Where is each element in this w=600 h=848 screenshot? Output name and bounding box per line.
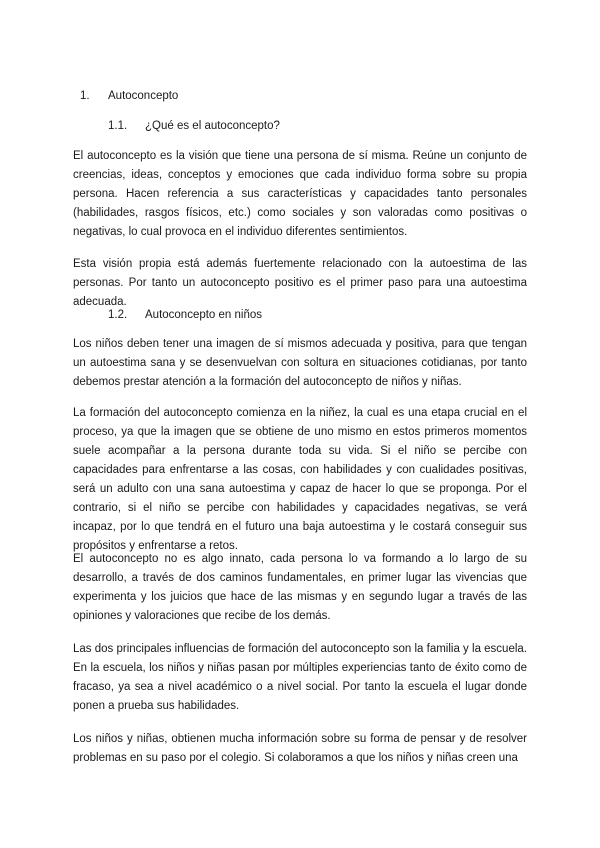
paragraph-no-innato: El autoconcepto no es algo innato, cada persona lo va formando a lo largo de su desarrollo, a través de dos caminos fundamentales, en primer lugar las vivencias que experimenta y los juicios que hace de las mismas y en segundo lugar a través de las opiniones y valoraciones que recibe de los demás. bbox=[73, 553, 527, 622]
subheading-autoconcepto-ninos bbox=[108, 308, 262, 322]
paragraph-informacion-colegio: Los niños y niñas, obtienen mucha información sobre su forma de pensar y de resolver problemas en su paso por el colegio. Si colaboramos a que los niños y niñas creen una bbox=[73, 733, 527, 764]
paragraph-imagen-ninos: Los niños deben tener una imagen de sí mismos adecuada y positiva, para que tengan un autoestima sana y se desenvuelvan con soltura en situaciones cotidianas, por tanto debemos prestar atención a la formación del autoconcepto de niños y niñas. bbox=[73, 338, 527, 388]
subheading-que-es bbox=[108, 119, 280, 133]
paragraph-definition: El autoconcepto es la visión que tiene una persona de sí misma. Reúne un conjunto de creencias, ideas, conceptos y emociones que cada individuo forma sobre su propia persona. Hacen referencia a sus características y capacidades tanto personales (habilidades, rasgos físicos, etc.) como sociales y son valoradas como positivas o negativas, lo cual provoca en el individuo diferentes sentimientos. bbox=[73, 150, 527, 238]
heading-title: Autoconcepto bbox=[108, 90, 179, 102]
paragraph-autoestima: Esta visión propia está además fuertemente relacionado con la autoestima de las personas. Por tanto un autoconcepto positivo es el primer paso para una autoestima adecuada. bbox=[73, 258, 527, 308]
subheading-number: 1.2. bbox=[108, 309, 128, 321]
heading-number: 1. bbox=[80, 90, 90, 102]
paragraph-familia-escuela: Las dos principales influencias de formación del autoconcepto son la familia y la escuela. En la escuela, los niños y niñas pasan por múltiples experiencias tanto de éxito como de fracaso, ya sea a nivel académico o a nivel social. Por tanto la escuela el lugar donde ponen a prueba sus habilidades. bbox=[73, 643, 527, 712]
heading-autoconcepto bbox=[80, 89, 178, 103]
subheading-title: ¿Qué es el autoconcepto? bbox=[145, 120, 280, 132]
subheading-number: 1.1. bbox=[108, 120, 128, 132]
subheading-title: Autoconcepto en niños bbox=[145, 309, 263, 321]
paragraph-formacion-ninez: La formación del autoconcepto comienza en la niñez, la cual es una etapa crucial en el proceso, ya que la imagen que se obtiene de uno mismo en estos primeros momentos suele acompañar a la persona durante toda su vida. Si el niño se percibe con capacidades para enfrentarse a las cosas, con habilidades y con cualidades positivas, será un adulto con una sana autoestima y capaz de hacer lo que se proponga. Por el contrario, si el niño se percibe con habilidades y capacidades negativas, se verá incapaz, por lo que tendrá en el futuro una baja autoestima y le costará conseguir sus propósitos y enfrentarse a retos. bbox=[73, 407, 527, 552]
